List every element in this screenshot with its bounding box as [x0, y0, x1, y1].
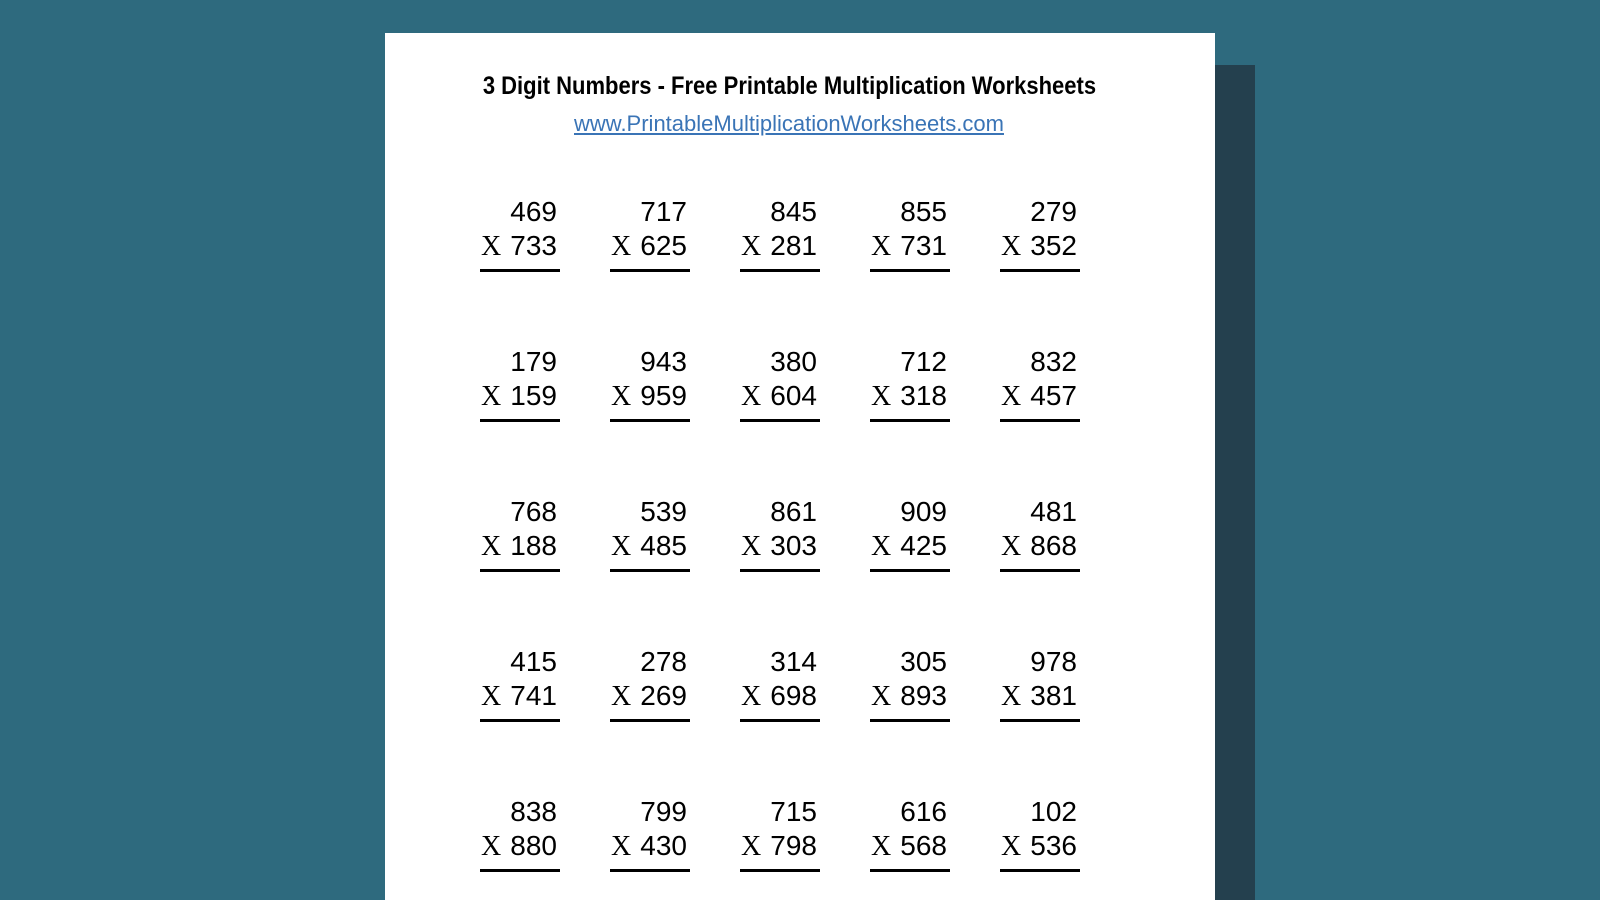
multiplicand: 380 [770, 346, 817, 377]
multiplier-row [1000, 680, 1080, 722]
multiplication-problem [610, 644, 690, 722]
multiply-operator: X [481, 531, 502, 562]
multiplication-problem [480, 194, 560, 272]
multiplication-problem [870, 494, 950, 572]
multiplication-problem [740, 194, 820, 272]
multiplier-row [870, 830, 950, 872]
multiply-operator: X [1001, 681, 1022, 712]
multiplier: 281 [770, 230, 817, 261]
multiplier: 741 [510, 680, 557, 711]
multiplicand: 102 [1030, 796, 1077, 827]
multiplier: 381 [1030, 680, 1077, 711]
multiplication-problem [480, 644, 560, 722]
multiplicand: 179 [510, 346, 557, 377]
multiplication-problem [610, 494, 690, 572]
multiplier-row [480, 680, 560, 722]
multiplier: 798 [770, 830, 817, 861]
multiply-operator: X [611, 681, 632, 712]
multiply-operator: X [871, 231, 892, 262]
multiplicand: 715 [770, 796, 817, 827]
multiplication-problem [610, 794, 690, 872]
multiply-operator: X [1001, 381, 1022, 412]
multiply-operator: X [481, 381, 502, 412]
multiplier-row [870, 680, 950, 722]
multiplication-problem [1000, 494, 1080, 572]
website-link[interactable]: www.PrintableMultiplicationWorksheets.com [574, 111, 1004, 136]
multiplier-row [740, 830, 820, 872]
multiplication-problem [480, 494, 560, 572]
multiply-operator: X [871, 831, 892, 862]
multiplication-problem [740, 794, 820, 872]
multiplicand: 314 [770, 646, 817, 677]
multiplication-problem [740, 644, 820, 722]
multiplication-problem [610, 194, 690, 272]
multiplicand: 855 [900, 196, 947, 227]
multiplication-problem [870, 644, 950, 722]
multiplication-problem [1000, 644, 1080, 722]
multiplicand: 279 [1030, 196, 1077, 227]
multiply-operator: X [611, 231, 632, 262]
multiply-operator: X [481, 831, 502, 862]
multiplier-row [610, 380, 690, 422]
multiplier: 568 [900, 830, 947, 861]
multiplier-row [1000, 530, 1080, 572]
multiplier-row [740, 530, 820, 572]
multiplier: 698 [770, 680, 817, 711]
multiplicand: 943 [640, 346, 687, 377]
multiplication-problem [870, 794, 950, 872]
multiplier: 303 [770, 530, 817, 561]
multiplier-row [610, 830, 690, 872]
multiplier-row [480, 830, 560, 872]
multiply-operator: X [481, 231, 502, 262]
multiply-operator: X [871, 381, 892, 412]
multiplicand: 832 [1030, 346, 1077, 377]
multiplication-problem [1000, 794, 1080, 872]
multiplicand: 469 [510, 196, 557, 227]
multiply-operator: X [741, 831, 762, 862]
multiplier-row [740, 680, 820, 722]
multiplier-row [1000, 830, 1080, 872]
multiplication-problem [870, 344, 950, 422]
multiply-operator: X [1001, 831, 1022, 862]
multiply-operator: X [611, 831, 632, 862]
multiplicand: 712 [900, 346, 947, 377]
multiplier-row [610, 680, 690, 722]
multiplier: 625 [640, 230, 687, 261]
multiply-operator: X [1001, 531, 1022, 562]
multiplier: 485 [640, 530, 687, 561]
multiplier-row [740, 230, 820, 272]
multiply-operator: X [741, 231, 762, 262]
multiplicand: 799 [640, 796, 687, 827]
multiplier: 457 [1030, 380, 1077, 411]
multiplication-problem [740, 344, 820, 422]
multiplicand: 481 [1030, 496, 1077, 527]
multiplicand: 978 [1030, 646, 1077, 677]
multiply-operator: X [741, 531, 762, 562]
multiplication-problem [740, 494, 820, 572]
multiplier: 536 [1030, 830, 1077, 861]
multiplicand: 768 [510, 496, 557, 527]
multiplication-problem [870, 194, 950, 272]
multiplicand: 616 [900, 796, 947, 827]
multiplicand: 539 [640, 496, 687, 527]
multiplier-row [870, 230, 950, 272]
multiplicand: 861 [770, 496, 817, 527]
multiplier-row [740, 380, 820, 422]
worksheet-page [385, 33, 1215, 900]
multiply-operator: X [611, 531, 632, 562]
multiplier: 318 [900, 380, 947, 411]
worksheet-title-text: 3 Digit Numbers - Free Printable Multiplication Worksheets [482, 72, 1096, 100]
multiplicand: 717 [640, 196, 687, 227]
multiplier-row [870, 380, 950, 422]
multiplication-problem [1000, 344, 1080, 422]
multiply-operator: X [871, 681, 892, 712]
multiplier: 731 [900, 230, 947, 261]
multiply-operator: X [871, 531, 892, 562]
multiplicand: 845 [770, 196, 817, 227]
multiply-operator: X [741, 381, 762, 412]
multiplier-row [480, 230, 560, 272]
multiplier: 352 [1030, 230, 1077, 261]
multiplier: 959 [640, 380, 687, 411]
multiply-operator: X [481, 681, 502, 712]
multiplicand: 278 [640, 646, 687, 677]
multiplier-row [480, 380, 560, 422]
problems-grid [462, 194, 1080, 872]
multiplicand: 415 [510, 646, 557, 677]
multiplier: 604 [770, 380, 817, 411]
multiplier: 159 [510, 380, 557, 411]
multiplier-row [480, 530, 560, 572]
multiplier: 188 [510, 530, 557, 561]
multiply-operator: X [611, 381, 632, 412]
multiplier: 893 [900, 680, 947, 711]
multiply-operator: X [1001, 231, 1022, 262]
multiplicand: 909 [900, 496, 947, 527]
multiplier: 868 [1030, 530, 1077, 561]
multiplier: 269 [640, 680, 687, 711]
multiplier-row [870, 530, 950, 572]
multiplication-problem [1000, 194, 1080, 272]
multiplicand: 838 [510, 796, 557, 827]
multiplier: 880 [510, 830, 557, 861]
multiplicand: 305 [900, 646, 947, 677]
multiplier-row [610, 230, 690, 272]
multiplier-row [610, 530, 690, 572]
multiplier: 430 [640, 830, 687, 861]
multiplier-row [1000, 230, 1080, 272]
worksheet-title [385, 69, 1193, 103]
multiplier-row [1000, 380, 1080, 422]
multiplication-problem [610, 344, 690, 422]
worksheet-content [385, 33, 1193, 900]
multiplier: 733 [510, 230, 557, 261]
multiplication-problem [480, 794, 560, 872]
multiplication-problem [480, 344, 560, 422]
multiplier: 425 [900, 530, 947, 561]
multiply-operator: X [741, 681, 762, 712]
